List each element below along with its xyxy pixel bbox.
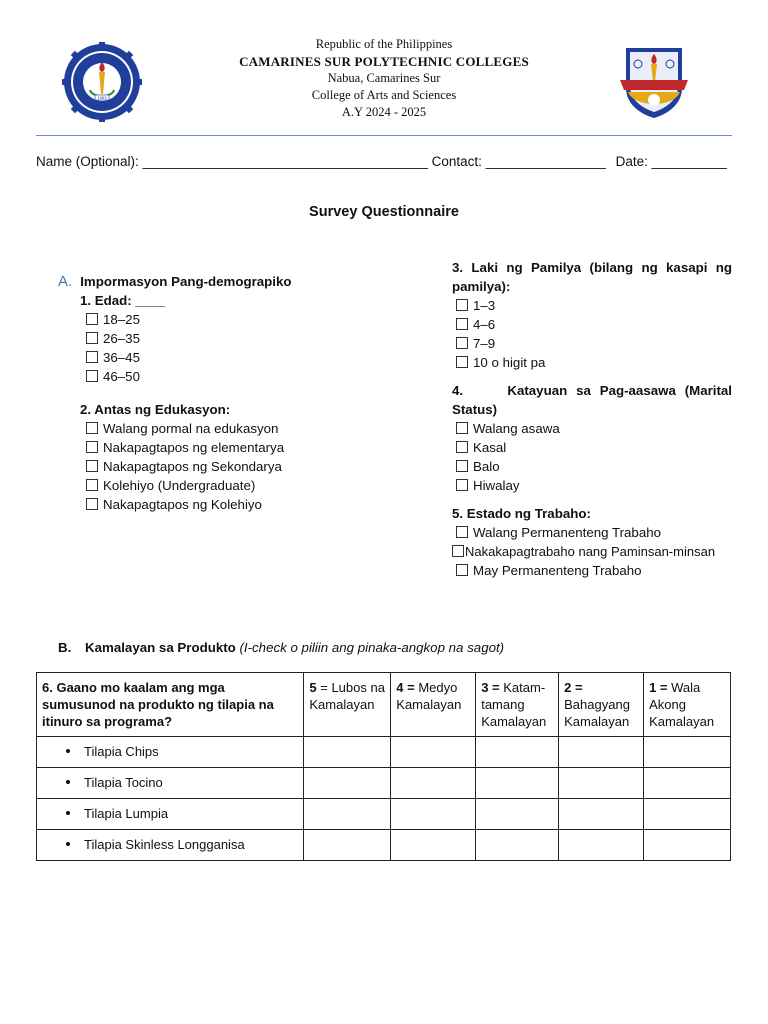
q1-label: 1. Edad: ____ [80, 293, 165, 308]
checkbox-icon[interactable] [86, 498, 98, 510]
checkbox-icon[interactable] [456, 422, 468, 434]
q3-option[interactable]: 7–9 [456, 334, 732, 353]
bullet-icon [66, 780, 70, 784]
rating-cell[interactable] [559, 737, 644, 768]
rating-cell[interactable] [476, 737, 559, 768]
header-divider [36, 135, 732, 136]
q2-option[interactable]: Nakapagtapos ng Sekondarya [86, 457, 418, 476]
checkbox-icon[interactable] [86, 479, 98, 491]
rating-cell[interactable] [644, 830, 731, 861]
contact-label: Contact: [431, 154, 482, 169]
q5-option[interactable]: May Permanenteng Trabaho [456, 561, 732, 580]
checkbox-icon[interactable] [452, 545, 464, 557]
checkbox-icon[interactable] [86, 351, 98, 363]
scale-header-3: 3 = Katam-tamang Kamalayan [476, 673, 559, 737]
contact-field[interactable]: ________________ [485, 154, 606, 169]
svg-text:1983: 1983 [97, 95, 107, 100]
rating-cell[interactable] [304, 737, 391, 768]
page-title: Survey Questionnaire [309, 204, 459, 220]
question-6-cell: 6. Gaano mo kaalam ang mga sumusunod na produkto ng tilapia na itinuro sa programa? [37, 673, 304, 737]
bullet-icon [66, 842, 70, 846]
checkbox-icon[interactable] [456, 318, 468, 330]
q5-label: 5. Estado ng Trabaho: [452, 506, 591, 521]
scale-header-4: 4 = Medyo Kamalayan [391, 673, 476, 737]
checkbox-icon[interactable] [456, 564, 468, 576]
location-line: Nabua, Camarines Sur [327, 71, 441, 85]
section-a-letter: A. [58, 273, 73, 290]
q5-option[interactable]: Nakakapagtrabaho nang Paminsan-minsan [452, 542, 732, 561]
product-cell: Tilapia Tocino [37, 768, 304, 799]
q2-option[interactable]: Nakapagtapos ng elementarya [86, 438, 418, 457]
name-field[interactable]: ______________________________________ [142, 154, 428, 169]
awareness-table [36, 672, 731, 861]
header-block [0, 36, 768, 121]
school-name: CAMARINES SUR POLYTECHNIC COLLEGES [239, 54, 529, 69]
rating-cell[interactable] [304, 830, 391, 861]
rating-cell[interactable] [644, 799, 731, 830]
section-b-letter: B. [58, 640, 72, 655]
q4-option[interactable]: Walang asawa [456, 419, 732, 438]
section-a-heading: Impormasyon Pang-demograpiko [80, 274, 292, 289]
rating-cell[interactable] [644, 737, 731, 768]
q3-label-cont: pamilya): [452, 279, 511, 294]
q1-option[interactable]: 26–35 [86, 329, 418, 348]
rating-cell[interactable] [391, 768, 476, 799]
q4-option[interactable]: Balo [456, 457, 732, 476]
scale-header-1: 1 = Wala Akong Kamalayan [644, 673, 731, 737]
q4-label: 4. Katayuan sa Pag-aasawa (Marital [452, 383, 732, 398]
q4-option[interactable]: Kasal [456, 438, 732, 457]
respondent-info-row [36, 154, 732, 169]
table-row [37, 799, 731, 830]
product-cell: Tilapia Chips [37, 737, 304, 768]
section-a-right [452, 258, 732, 580]
table-row [37, 737, 731, 768]
checkbox-icon[interactable] [86, 370, 98, 382]
product-cell: Tilapia Skinless Longganisa [37, 830, 304, 861]
q3-label: 3. Laki ng Pamilya (bilang ng kasapi ng [452, 260, 732, 275]
rating-cell[interactable] [644, 768, 731, 799]
checkbox-icon[interactable] [456, 479, 468, 491]
bullet-icon [66, 811, 70, 815]
checkbox-icon[interactable] [456, 356, 468, 368]
rating-cell[interactable] [476, 830, 559, 861]
bullet-icon [66, 749, 70, 753]
checkbox-icon[interactable] [86, 332, 98, 344]
q3-option[interactable]: 10 o higit pa [456, 353, 732, 372]
date-label: Date: [615, 154, 648, 169]
rating-cell[interactable] [391, 799, 476, 830]
q2-label: 2. Antas ng Edukasyon: [80, 402, 231, 417]
q4-label-cont: Status) [452, 402, 498, 417]
rating-cell[interactable] [476, 768, 559, 799]
q1-option[interactable]: 18–25 [86, 310, 418, 329]
product-cell: Tilapia Lumpia [37, 799, 304, 830]
rating-cell[interactable] [391, 830, 476, 861]
checkbox-icon[interactable] [456, 460, 468, 472]
section-b-header [58, 640, 504, 655]
scale-header-5: 5 = Lubos na Kamalayan [304, 673, 391, 737]
rating-cell[interactable] [559, 799, 644, 830]
date-field[interactable]: __________ [651, 154, 727, 169]
table-row [37, 830, 731, 861]
rating-cell[interactable] [391, 737, 476, 768]
section-b-heading: Kamalayan sa Produkto [85, 640, 236, 655]
table-header-row [37, 673, 731, 737]
checkbox-icon[interactable] [456, 299, 468, 311]
q2-option[interactable]: Kolehiyo (Undergraduate) [86, 476, 418, 495]
rating-cell[interactable] [304, 799, 391, 830]
section-b-instruction: (I-check o piliin ang pinaka-angkop na sagot) [239, 640, 505, 655]
checkbox-icon[interactable] [456, 441, 468, 453]
q1-option[interactable]: 36–45 [86, 348, 418, 367]
q5-option[interactable]: Walang Permanenteng Trabaho [456, 523, 732, 542]
republic-line: Republic of the Philippines [315, 37, 453, 51]
scale-header-2: 2 = Bahagyang Kamalayan [559, 673, 644, 737]
q3-option[interactable]: 1–3 [456, 296, 732, 315]
college-line: College of Arts and Sciences [311, 88, 457, 102]
checkbox-icon[interactable] [86, 441, 98, 453]
checkbox-icon[interactable] [86, 422, 98, 434]
q4-option[interactable]: Hiwalay [456, 476, 732, 495]
academic-year: A.Y 2024 - 2025 [341, 105, 427, 119]
table-row [37, 768, 731, 799]
rating-cell[interactable] [559, 768, 644, 799]
q1-option[interactable]: 46–50 [86, 367, 418, 386]
q3-option[interactable]: 4–6 [456, 315, 732, 334]
q2-option[interactable]: Walang pormal na edukasyon [86, 419, 418, 438]
name-label: Name (Optional): [36, 154, 139, 169]
rating-cell[interactable] [304, 768, 391, 799]
rating-cell[interactable] [559, 830, 644, 861]
checkbox-icon[interactable] [86, 313, 98, 325]
checkbox-icon[interactable] [86, 460, 98, 472]
q2-option[interactable]: Nakapagtapos ng Kolehiyo [86, 495, 418, 514]
section-a-left [58, 272, 418, 514]
checkbox-icon[interactable] [456, 526, 468, 538]
checkbox-icon[interactable] [456, 337, 468, 349]
rating-cell[interactable] [476, 799, 559, 830]
